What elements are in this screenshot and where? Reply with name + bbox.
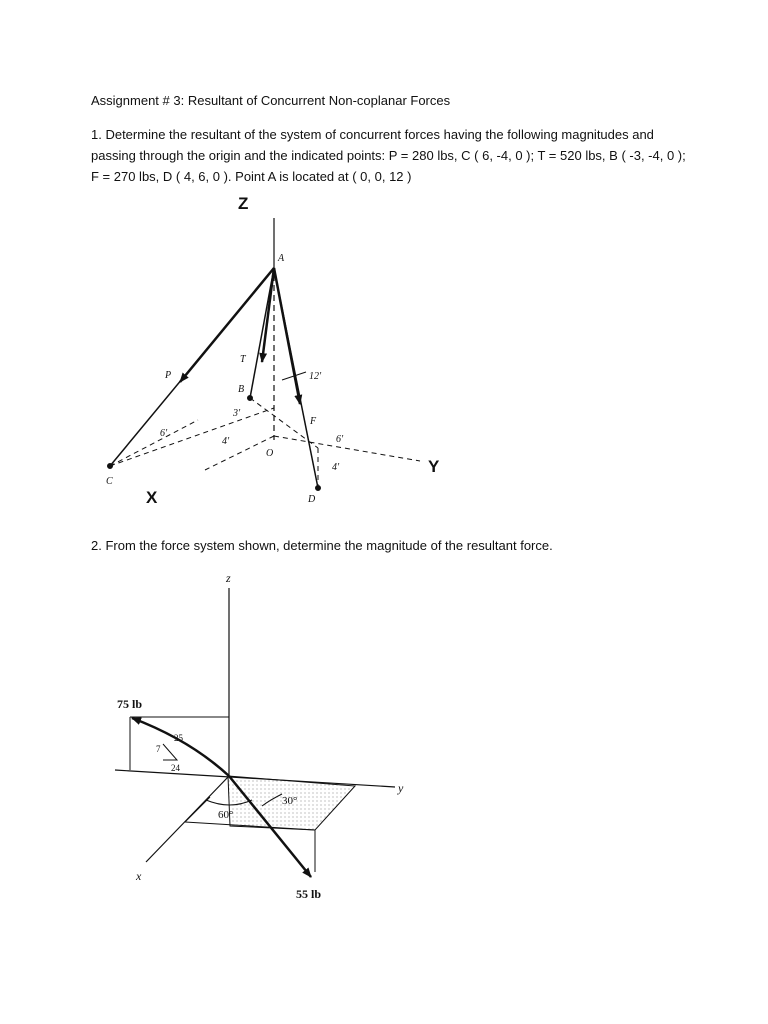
figure-2 — [115, 588, 395, 877]
figure-1-labels — [106, 194, 440, 507]
fig1-x-axis-dashed — [205, 436, 274, 470]
fig1-dim-6b: 6' — [336, 434, 344, 445]
fig1-force-p-label: P — [165, 370, 172, 381]
fig1-dim-12: 12' — [309, 371, 322, 382]
fig2-slope-25: 25 — [174, 733, 183, 743]
fig1-axis-z-label: Z — [238, 194, 249, 213]
figure-2-labels — [117, 571, 404, 901]
fig1-origin-label: O — [266, 448, 274, 459]
fig2-box-55-left — [185, 797, 210, 822]
fig2-axis-x-label: x — [136, 869, 142, 883]
fig1-force-t-label: T — [240, 354, 246, 365]
fig2-force-75-label: 75 lb — [117, 697, 143, 711]
fig1-ground-line-x — [110, 420, 198, 466]
question-2-text: 2. From the force system shown, determine the magnitude of the resultant force. — [91, 538, 553, 553]
fig1-force-f-arrow — [274, 268, 300, 404]
fig2-angle-60-label: 60° — [218, 809, 234, 821]
fig2-slope-24: 24 — [171, 763, 180, 773]
fig2-axis-y-label: y — [398, 781, 404, 795]
fig1-point-b-label: B — [238, 384, 245, 395]
fig1-force-p-arrow — [180, 268, 274, 382]
fig1-dim-3: 3' — [233, 408, 241, 419]
question-1-text: 1. Determine the resultant of the system of concurrent forces having the following magnitudes and passing through the origin and the indicated points: P = 280 lbs, C ( 6, -4, 0 ); T = 520 lbs, B ( -3, -4, 0 ); F = 270 lbs, D ( 4, 6, 0 ). Point A is located at ( 0, 0, 12 ) — [91, 127, 686, 184]
fig1-dim-4a: 4' — [222, 436, 230, 447]
fig1-point-c-label: C — [106, 476, 113, 487]
fig1-point-b — [248, 396, 253, 401]
fig1-y-axis-dashed — [274, 436, 420, 461]
fig1-dim-4b: 4' — [332, 462, 340, 473]
fig1-force-f-label: F — [310, 416, 317, 427]
figure-1 — [108, 218, 421, 491]
fig2-force-55-label: 55 lb — [296, 887, 322, 901]
fig1-dim-6a: 6' — [160, 428, 168, 439]
fig1-point-d — [316, 486, 321, 491]
assignment-title: Assignment # 3: Resultant of Concurrent Non-coplanar Forces — [91, 93, 451, 108]
fig1-point-a-label: A — [278, 253, 285, 264]
fig1-point-c — [108, 464, 113, 469]
fig2-slope-7: 7 — [156, 744, 161, 754]
fig1-axis-y-label: Y — [428, 457, 440, 476]
fig1-point-d-label: D — [308, 494, 316, 505]
fig2-axis-z-label: z — [226, 571, 231, 585]
fig2-slope-triangle — [163, 744, 177, 760]
fig2-angle-30-label: 30° — [282, 795, 298, 807]
fig2-force-75-arrow — [132, 718, 229, 776]
fig1-axis-x-label: X — [146, 488, 158, 507]
